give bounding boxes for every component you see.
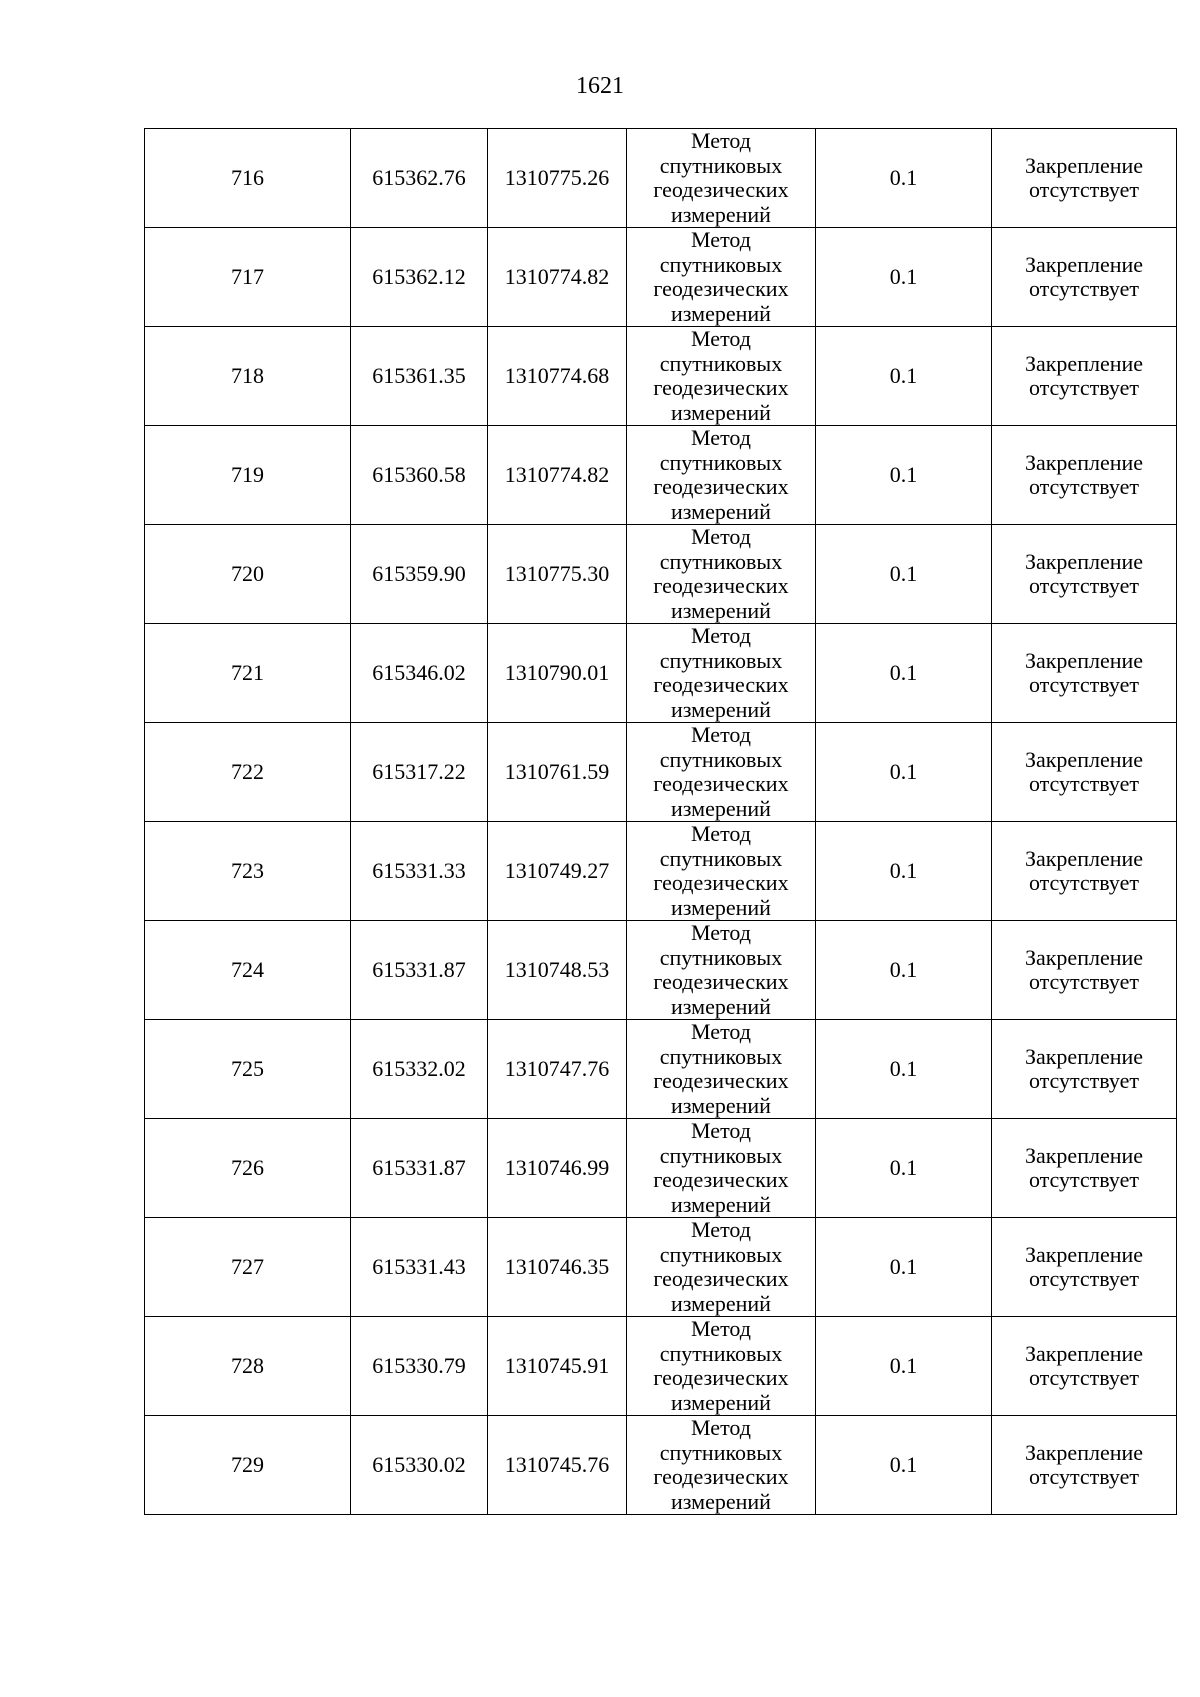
method-line: геодезических <box>653 573 789 598</box>
method-cell <box>627 426 816 525</box>
table-row <box>145 1317 1177 1416</box>
accuracy-cell: 0.1 <box>816 1020 992 1119</box>
y-coordinate-cell: 1310775.30 <box>488 525 627 624</box>
y-coordinate-cell: 1310761.59 <box>488 723 627 822</box>
point-number-cell: 717 <box>145 228 351 327</box>
fixing-cell <box>992 1119 1177 1218</box>
method-line: измерений <box>671 795 771 821</box>
fixing-cell <box>992 426 1177 525</box>
fixing-cell <box>992 723 1177 822</box>
x-coordinate-cell: 615331.33 <box>351 822 488 921</box>
table-row <box>145 723 1177 822</box>
fixing-line: Закрепление <box>1024 1142 1144 1168</box>
y-coordinate-cell: 1310747.76 <box>488 1020 627 1119</box>
fixing-cell <box>992 1020 1177 1119</box>
method-line: спутниковых <box>659 1340 783 1366</box>
x-coordinate-cell: 615332.02 <box>351 1020 488 1119</box>
method-line: Метод <box>691 1118 751 1143</box>
point-number-cell: 725 <box>145 1020 351 1119</box>
point-number-cell: 723 <box>145 822 351 921</box>
x-coordinate-cell: 615362.12 <box>351 228 488 327</box>
method-line: Метод <box>691 722 751 747</box>
table-row <box>145 921 1177 1020</box>
fixing-line: отсутствует <box>1028 672 1140 697</box>
method-cell <box>627 129 816 228</box>
y-coordinate-cell: 1310774.82 <box>488 426 627 525</box>
point-number-cell: 728 <box>145 1317 351 1416</box>
method-line: измерений <box>671 993 771 1019</box>
method-line: измерений <box>671 597 771 623</box>
method-line: измерений <box>671 201 771 227</box>
method-line: геодезических <box>653 771 789 796</box>
y-coordinate-cell: 1310774.68 <box>488 327 627 426</box>
coordinates-table-body <box>145 129 1177 1515</box>
fixing-line: Закрепление <box>1024 251 1144 277</box>
method-line: Метод <box>691 1217 751 1242</box>
x-coordinate-cell: 615330.02 <box>351 1416 488 1515</box>
x-coordinate-cell: 615362.76 <box>351 129 488 228</box>
fixing-line: отсутствует <box>1028 870 1140 895</box>
fixing-line: Закрепление <box>1024 1340 1144 1366</box>
fixing-line: отсутствует <box>1028 969 1140 994</box>
page-number: 1621 <box>576 73 624 99</box>
method-line: геодезических <box>653 672 789 697</box>
table-row <box>145 1119 1177 1218</box>
table-row <box>145 228 1177 327</box>
table-row <box>145 525 1177 624</box>
fixing-line: отсутствует <box>1028 177 1140 202</box>
x-coordinate-cell: 615360.58 <box>351 426 488 525</box>
method-line: Метод <box>691 227 751 252</box>
method-line: спутниковых <box>659 1043 783 1069</box>
point-number-cell: 718 <box>145 327 351 426</box>
table-row <box>145 327 1177 426</box>
method-cell <box>627 624 816 723</box>
method-line: Метод <box>691 920 751 945</box>
point-number-cell: 722 <box>145 723 351 822</box>
method-line: спутниковых <box>659 251 783 277</box>
method-line: измерений <box>671 300 771 326</box>
method-cell <box>627 1119 816 1218</box>
x-coordinate-cell: 615331.87 <box>351 921 488 1020</box>
point-number-cell: 716 <box>145 129 351 228</box>
accuracy-cell: 0.1 <box>816 1317 992 1416</box>
method-line: геодезических <box>653 177 789 202</box>
method-line: измерений <box>671 894 771 920</box>
y-coordinate-cell: 1310774.82 <box>488 228 627 327</box>
method-line: измерений <box>671 498 771 524</box>
fixing-line: отсутствует <box>1028 1068 1140 1093</box>
method-line: геодезических <box>653 1464 789 1489</box>
accuracy-cell: 0.1 <box>816 129 992 228</box>
coordinates-table <box>144 128 1177 1515</box>
point-number-cell: 720 <box>145 525 351 624</box>
fixing-line: Закрепление <box>1024 1241 1144 1267</box>
method-line: спутниковых <box>659 548 783 574</box>
method-line: геодезических <box>653 1365 789 1390</box>
fixing-line: Закрепление <box>1024 1043 1144 1069</box>
accuracy-cell: 0.1 <box>816 723 992 822</box>
y-coordinate-cell: 1310745.76 <box>488 1416 627 1515</box>
method-line: спутниковых <box>659 1142 783 1168</box>
method-line: спутниковых <box>659 845 783 871</box>
fixing-cell <box>992 327 1177 426</box>
fixing-line: отсутствует <box>1028 1365 1140 1390</box>
method-line: Метод <box>691 1316 751 1341</box>
y-coordinate-cell: 1310790.01 <box>488 624 627 723</box>
method-line: спутниковых <box>659 746 783 772</box>
method-line: Метод <box>691 524 751 549</box>
method-cell <box>627 822 816 921</box>
accuracy-cell: 0.1 <box>816 1416 992 1515</box>
y-coordinate-cell: 1310746.99 <box>488 1119 627 1218</box>
fixing-cell <box>992 525 1177 624</box>
method-line: Метод <box>691 623 751 648</box>
x-coordinate-cell: 615330.79 <box>351 1317 488 1416</box>
point-number-cell: 719 <box>145 426 351 525</box>
fixing-cell <box>992 624 1177 723</box>
fixing-cell <box>992 129 1177 228</box>
accuracy-cell: 0.1 <box>816 426 992 525</box>
method-line: геодезических <box>653 1068 789 1093</box>
fixing-line: отсутствует <box>1028 573 1140 598</box>
fixing-cell <box>992 1317 1177 1416</box>
fixing-cell <box>992 1416 1177 1515</box>
method-line: геодезических <box>653 969 789 994</box>
method-cell <box>627 228 816 327</box>
method-cell <box>627 921 816 1020</box>
fixing-cell <box>992 228 1177 327</box>
method-line: измерений <box>671 1290 771 1316</box>
method-line: Метод <box>691 128 751 153</box>
method-cell <box>627 327 816 426</box>
fixing-line: отсутствует <box>1028 1266 1140 1291</box>
method-cell <box>627 525 816 624</box>
fixing-cell <box>992 1218 1177 1317</box>
method-line: спутниковых <box>659 350 783 376</box>
fixing-line: отсутствует <box>1028 1167 1140 1192</box>
method-line: геодезических <box>653 474 789 499</box>
fixing-line: Закрепление <box>1024 647 1144 673</box>
accuracy-cell: 0.1 <box>816 624 992 723</box>
x-coordinate-cell: 615361.35 <box>351 327 488 426</box>
method-line: геодезических <box>653 1266 789 1291</box>
fixing-line: Закрепление <box>1024 1439 1144 1465</box>
y-coordinate-cell: 1310749.27 <box>488 822 627 921</box>
accuracy-cell: 0.1 <box>816 1218 992 1317</box>
method-line: спутниковых <box>659 1439 783 1465</box>
fixing-cell <box>992 921 1177 1020</box>
fixing-line: Закрепление <box>1024 548 1144 574</box>
fixing-cell <box>992 822 1177 921</box>
method-line: спутниковых <box>659 944 783 970</box>
method-line: Метод <box>691 1415 751 1440</box>
fixing-line: отсутствует <box>1028 375 1140 400</box>
fixing-line: Закрепление <box>1024 449 1144 475</box>
method-line: геодезических <box>653 375 789 400</box>
point-number-cell: 721 <box>145 624 351 723</box>
method-line: измерений <box>671 399 771 425</box>
method-line: измерений <box>671 1092 771 1118</box>
method-line: измерений <box>671 696 771 722</box>
x-coordinate-cell: 615317.22 <box>351 723 488 822</box>
accuracy-cell: 0.1 <box>816 921 992 1020</box>
method-line: геодезических <box>653 276 789 301</box>
fixing-line: отсутствует <box>1028 1464 1140 1489</box>
point-number-cell: 729 <box>145 1416 351 1515</box>
method-line: измерений <box>671 1389 771 1415</box>
accuracy-cell: 0.1 <box>816 1119 992 1218</box>
table-row <box>145 624 1177 723</box>
x-coordinate-cell: 615346.02 <box>351 624 488 723</box>
table-row <box>145 1020 1177 1119</box>
method-cell <box>627 1416 816 1515</box>
method-line: Метод <box>691 821 751 846</box>
fixing-line: отсутствует <box>1028 771 1140 796</box>
fixing-line: отсутствует <box>1028 276 1140 301</box>
fixing-line: Закрепление <box>1024 350 1144 376</box>
table-row <box>145 822 1177 921</box>
fixing-line: Закрепление <box>1024 944 1144 970</box>
accuracy-cell: 0.1 <box>816 327 992 426</box>
method-line: спутниковых <box>659 647 783 673</box>
x-coordinate-cell: 615331.43 <box>351 1218 488 1317</box>
table-row <box>145 129 1177 228</box>
point-number-cell: 727 <box>145 1218 351 1317</box>
table-row <box>145 426 1177 525</box>
method-cell <box>627 723 816 822</box>
y-coordinate-cell: 1310746.35 <box>488 1218 627 1317</box>
fixing-line: Закрепление <box>1024 845 1144 871</box>
method-line: Метод <box>691 326 751 351</box>
table-row <box>145 1218 1177 1317</box>
fixing-line: отсутствует <box>1028 474 1140 499</box>
method-cell <box>627 1020 816 1119</box>
table-row <box>145 1416 1177 1515</box>
method-line: геодезических <box>653 1167 789 1192</box>
method-cell <box>627 1317 816 1416</box>
method-cell <box>627 1218 816 1317</box>
point-number-cell: 726 <box>145 1119 351 1218</box>
method-line: Метод <box>691 1019 751 1044</box>
method-line: измерений <box>671 1191 771 1217</box>
fixing-line: Закрепление <box>1024 746 1144 772</box>
accuracy-cell: 0.1 <box>816 228 992 327</box>
method-line: спутниковых <box>659 152 783 178</box>
method-line: Метод <box>691 425 751 450</box>
y-coordinate-cell: 1310775.26 <box>488 129 627 228</box>
method-line: измерений <box>671 1488 771 1514</box>
method-line: геодезических <box>653 870 789 895</box>
y-coordinate-cell: 1310745.91 <box>488 1317 627 1416</box>
x-coordinate-cell: 615331.87 <box>351 1119 488 1218</box>
point-number-cell: 724 <box>145 921 351 1020</box>
method-line: спутниковых <box>659 1241 783 1267</box>
y-coordinate-cell: 1310748.53 <box>488 921 627 1020</box>
fixing-line: Закрепление <box>1024 152 1144 178</box>
accuracy-cell: 0.1 <box>816 525 992 624</box>
method-line: спутниковых <box>659 449 783 475</box>
accuracy-cell: 0.1 <box>816 822 992 921</box>
x-coordinate-cell: 615359.90 <box>351 525 488 624</box>
